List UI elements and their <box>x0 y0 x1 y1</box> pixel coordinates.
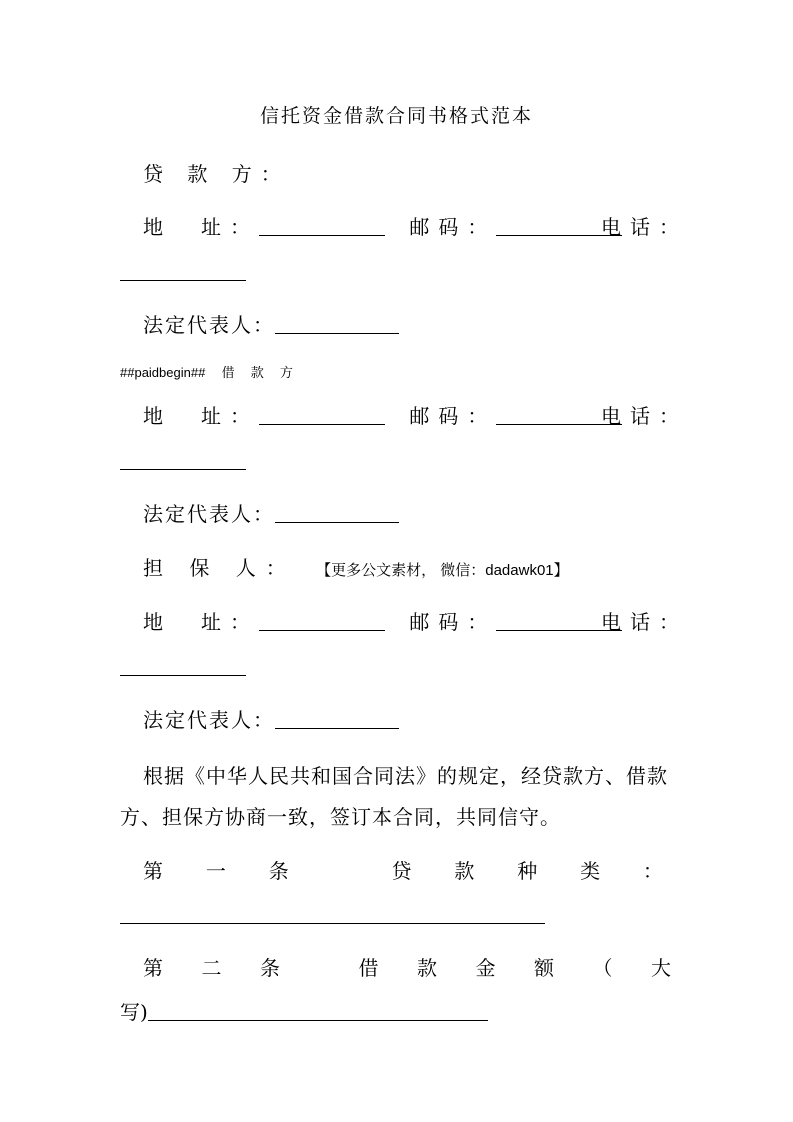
guarantor-phone-row <box>120 655 246 679</box>
borrower-address-blank[interactable] <box>259 404 385 425</box>
lender-rep-blank[interactable] <box>275 313 399 334</box>
article-1-word: 一 <box>205 859 226 883</box>
document-title: 信托资金借款合同书格式范本 <box>259 105 533 127</box>
guarantor-phone-blank[interactable] <box>120 655 246 676</box>
article-2-heading <box>143 956 671 980</box>
borrower-address-row <box>143 404 622 428</box>
guarantor-zip-label: 邮码： <box>409 610 497 634</box>
article-1-word: ： <box>642 859 663 883</box>
lender-address-blank[interactable] <box>259 215 385 236</box>
guarantor-address-row <box>143 610 622 634</box>
paid-marker: ##paidbegin## <box>120 365 206 380</box>
article-1-word: 第 <box>143 859 163 883</box>
borrower-label: 借 款 方 <box>221 366 299 381</box>
guarantor-row <box>143 556 569 583</box>
article-2-word: 借 <box>358 956 379 980</box>
article-1-word: 条 <box>268 859 289 883</box>
borrower-phone-row <box>120 449 246 473</box>
promo-note: 【更多公文素材， 微信：dadawk01】 <box>316 562 569 579</box>
article-1-blank-row <box>120 903 545 927</box>
article-2-word: （ <box>592 956 613 980</box>
guarantor-address-label: 地 址： <box>143 610 259 634</box>
borrower-phone-label-text: 电话： <box>601 404 688 428</box>
guarantor-label: 担 保 人： <box>143 556 296 580</box>
article-2-word: 金 <box>475 956 496 980</box>
borrower-phone-blank[interactable] <box>120 449 246 470</box>
article-1-word: 款 <box>454 859 475 883</box>
borrower-rep-blank[interactable] <box>275 502 399 523</box>
article-2-word: 条 <box>260 956 280 980</box>
guarantor-phone-label <box>601 610 688 634</box>
article-2-word: 款 <box>417 956 437 980</box>
intro-line-2: 方、担保方协商一致，签订本合同，共同信守。 <box>120 805 561 829</box>
lender-phone-row <box>120 260 246 284</box>
borrower-header-row <box>120 358 299 386</box>
lender-address-row <box>143 215 622 239</box>
article-2-continuation-row <box>120 1000 488 1024</box>
article-1-word: 贷 <box>391 859 412 883</box>
lender-rep-label: 法定代表人： <box>143 313 275 337</box>
lender-label <box>143 162 290 186</box>
lender-address-label: 地 址： <box>143 215 259 239</box>
article-1-heading <box>143 859 663 883</box>
lender-zip-label: 邮码： <box>409 215 497 239</box>
intro-line-1: 根据《中华人民共和国合同法》的规定，经贷款方、借款 <box>143 764 668 788</box>
article-2-word: 第 <box>143 956 163 980</box>
guarantor-phone-label-text: 电话： <box>601 610 688 634</box>
article-2-word: 额 <box>534 956 554 980</box>
lender-phone-label <box>601 215 688 239</box>
article-1-word: 种 <box>517 859 538 883</box>
borrower-address-label: 地 址： <box>143 404 259 428</box>
article-2-blank[interactable] <box>148 1000 488 1021</box>
article-2-word: 二 <box>201 956 222 980</box>
borrower-rep-row <box>143 502 399 526</box>
guarantor-rep-label: 法定代表人： <box>143 708 275 732</box>
article-2-word: 大 <box>651 956 671 980</box>
guarantor-address-blank[interactable] <box>259 610 385 631</box>
borrower-phone-label <box>601 404 688 428</box>
lender-label-text: 贷 款 方： <box>143 162 290 186</box>
article-1-word: 类 <box>580 859 601 883</box>
article-2-continuation: 写) <box>120 1000 148 1024</box>
lender-phone-label-text: 电话： <box>601 215 688 239</box>
guarantor-rep-blank[interactable] <box>275 708 399 729</box>
lender-rep-row <box>143 313 399 337</box>
borrower-zip-label: 邮码： <box>409 404 497 428</box>
article-1-blank[interactable] <box>120 903 545 924</box>
lender-phone-blank[interactable] <box>120 260 246 281</box>
guarantor-rep-row <box>143 708 399 732</box>
borrower-rep-label: 法定代表人： <box>143 502 275 526</box>
